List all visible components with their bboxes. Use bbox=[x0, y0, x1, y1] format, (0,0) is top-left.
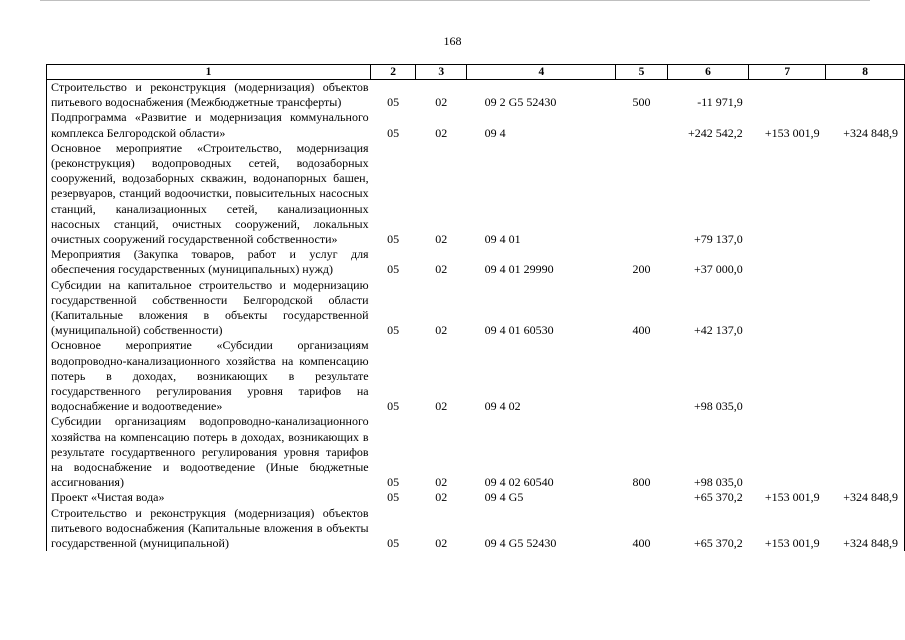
row-amount-col7: +153 001,9 bbox=[764, 490, 820, 505]
scan-top-edge bbox=[40, 0, 870, 1]
header-cell: 2 bbox=[371, 65, 416, 80]
row-subsection-code: 02 bbox=[435, 475, 448, 490]
header-cell: 6 bbox=[667, 65, 749, 80]
row-amount-col7 bbox=[749, 414, 826, 490]
row-amount-col8 bbox=[826, 247, 905, 277]
row-target-item-code: 09 2 G5 52430 bbox=[484, 95, 557, 110]
row-section-code: 05 bbox=[387, 399, 400, 414]
row-expense-type-code: 500 bbox=[632, 95, 651, 110]
row-amount-col7: +153 001,9 bbox=[764, 536, 820, 551]
header-cell: 5 bbox=[616, 65, 667, 80]
row-amount-col6: +98 035,0 bbox=[694, 475, 743, 490]
header-cell: 1 bbox=[47, 65, 371, 80]
row-subsection-code: 02 bbox=[435, 323, 448, 338]
row-amount-col6: +37 000,0 bbox=[694, 262, 743, 277]
row-amount-col7 bbox=[749, 278, 826, 339]
row-amount-col6: +98 035,0 bbox=[694, 399, 743, 414]
row-subsection-code: 02 bbox=[435, 536, 448, 551]
row-description: Строительство и реконструкция (модернизация) объектов питьевого водоснабжения (Межбюджетные трансферты) bbox=[47, 80, 371, 111]
row-target-item-code: 09 4 02 bbox=[484, 399, 521, 414]
header-cell: 8 bbox=[826, 65, 905, 80]
row-expense-type-code bbox=[616, 110, 667, 140]
row-section-code: 05 bbox=[387, 490, 400, 505]
page-number: 168 bbox=[443, 34, 462, 48]
row-amount-col8 bbox=[826, 80, 905, 111]
header-row bbox=[47, 65, 905, 80]
row-target-item-code: 09 4 01 60530 bbox=[484, 323, 554, 338]
row-amount-col6: -11 971,9 bbox=[697, 95, 743, 110]
row-subsection-code: 02 bbox=[435, 490, 448, 505]
row-section-code: 05 bbox=[387, 95, 400, 110]
table-row bbox=[47, 247, 905, 277]
row-amount-col6: +79 137,0 bbox=[694, 232, 743, 247]
row-description: Строительство и реконструкция (модернизация) объектов питьевого водоснабжения (Капитальные вложения в объекты государственной (муниципальной) bbox=[47, 506, 371, 552]
row-subsection-code: 02 bbox=[435, 125, 448, 140]
row-amount-col8: +324 848,9 bbox=[826, 490, 905, 505]
row-section-code: 05 bbox=[387, 536, 400, 551]
row-amount-col8: +324 848,9 bbox=[826, 506, 905, 552]
header-cell: 4 bbox=[467, 65, 616, 80]
row-section-code: 05 bbox=[387, 323, 400, 338]
row-description: Субсидии организациям водопроводно-канализационного хозяйства на компенсацию потерь в доходах, возникающих в результате государтвенного регулирования уровня тарифов на водоснабжение и водоотведение (Иные бюджетные ассигнования) bbox=[47, 414, 371, 490]
table-row bbox=[47, 506, 905, 552]
table-row bbox=[47, 110, 905, 140]
table-row bbox=[47, 338, 905, 414]
row-target-item-code: 09 4 01 bbox=[484, 232, 521, 247]
row-description: Основное мероприятие «Субсидии организациям водопроводно-канализационного хозяйства на компенсацию потерь в доходах, возникающих в результате государственного регулирования уровня тарифов на водоснабжение и водоотведение» bbox=[47, 338, 371, 414]
row-target-item-code: 09 4 G5 bbox=[484, 490, 524, 505]
row-description: Основное мероприятие «Строительство, модернизация (реконструкция) водопроводных сетей, водозаборных сооружений, водозаборных скважин, водонапорных башен, резервуаров, станций водоочистки, повысительных насосных станций, канализационных сетей, канализационных насосных станций, очистных сооружений, локальных очистных сооружений государственной собственности» bbox=[47, 141, 371, 247]
row-amount-col7 bbox=[749, 141, 826, 247]
row-expense-type-code: 400 bbox=[632, 536, 651, 551]
table-row bbox=[47, 141, 905, 247]
row-expense-type-code: 200 bbox=[632, 262, 651, 277]
row-amount-col8 bbox=[826, 141, 905, 247]
row-amount-col7 bbox=[749, 80, 826, 111]
row-expense-type-code bbox=[616, 490, 667, 505]
header-cell: 3 bbox=[416, 65, 467, 80]
table-row bbox=[47, 80, 905, 111]
row-section-code: 05 bbox=[387, 262, 400, 277]
table-row bbox=[47, 278, 905, 339]
row-target-item-code: 09 4 01 29990 bbox=[484, 262, 554, 277]
row-amount-col6: +42 137,0 bbox=[694, 323, 743, 338]
row-target-item-code: 09 4 bbox=[484, 125, 506, 140]
row-amount-col8 bbox=[826, 414, 905, 490]
row-description: Мероприятия (Закупка товаров, работ и услуг для обеспечения государственных (муниципальных) нужд) bbox=[47, 247, 371, 277]
row-amount-col8 bbox=[826, 338, 905, 414]
row-subsection-code: 02 bbox=[435, 399, 448, 414]
row-expense-type-code bbox=[616, 141, 667, 247]
row-section-code: 05 bbox=[387, 125, 400, 140]
row-amount-col7: +153 001,9 bbox=[764, 125, 820, 140]
row-expense-type-code: 800 bbox=[632, 475, 651, 490]
table-row bbox=[47, 490, 905, 505]
row-target-item-code: 09 4 G5 52430 bbox=[484, 536, 557, 551]
row-description: Подпрограмма «Развитие и модернизация коммунального комплекса Белгородской области» bbox=[47, 110, 371, 140]
row-amount-col8 bbox=[826, 278, 905, 339]
row-description: Субсидии на капитальное строительство и модернизацию государственной собственности Белгородской области (Капитальные вложения в объекты государственной (муниципальной) собственности) bbox=[47, 278, 371, 339]
row-subsection-code: 02 bbox=[435, 232, 448, 247]
header-cell: 7 bbox=[749, 65, 826, 80]
row-amount-col8: +324 848,9 bbox=[826, 110, 905, 140]
row-amount-col6: +65 370,2 bbox=[694, 490, 743, 505]
row-subsection-code: 02 bbox=[435, 95, 448, 110]
row-section-code: 05 bbox=[387, 232, 400, 247]
row-section-code: 05 bbox=[387, 475, 400, 490]
table-row bbox=[47, 414, 905, 490]
row-target-item-code: 09 4 02 60540 bbox=[484, 475, 554, 490]
row-expense-type-code: 400 bbox=[632, 323, 651, 338]
row-amount-col6: +242 542,2 bbox=[688, 125, 743, 140]
row-description: Проект «Чистая вода» bbox=[47, 490, 371, 505]
row-amount-col6: +65 370,2 bbox=[694, 536, 743, 551]
row-amount-col7 bbox=[749, 338, 826, 414]
row-subsection-code: 02 bbox=[435, 262, 448, 277]
row-amount-col7 bbox=[749, 247, 826, 277]
budget-table bbox=[46, 64, 905, 551]
row-expense-type-code bbox=[616, 338, 667, 414]
